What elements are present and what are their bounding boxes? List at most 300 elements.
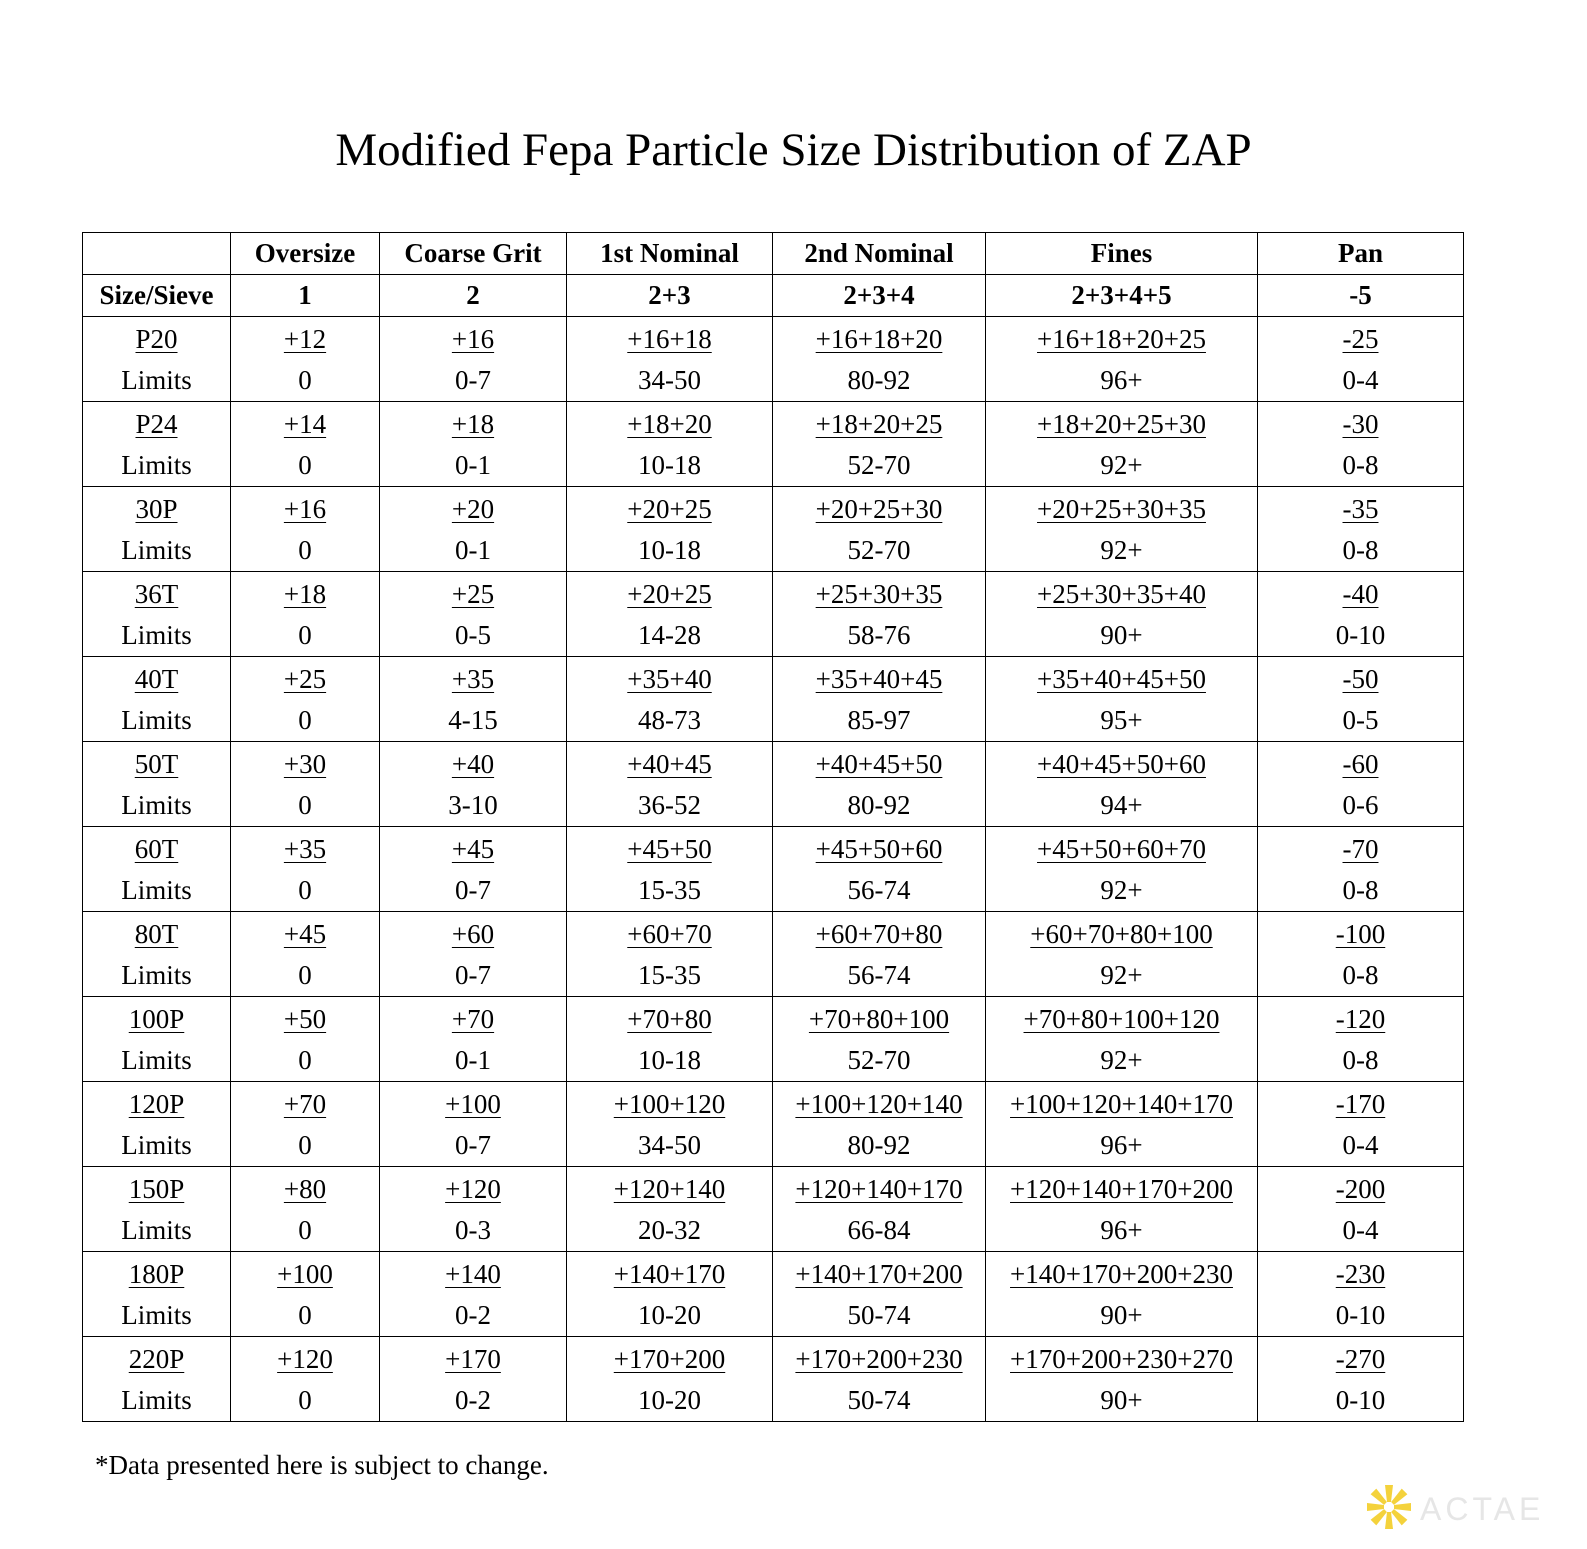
sieve-cell [380,1167,567,1252]
table-row [83,1082,1464,1167]
sieve-combination: +20 [451,493,495,524]
sieve-combination: +20+25 [627,578,712,609]
grit-size-label: 30P [135,493,178,524]
header-cell: Pan [1258,233,1464,275]
sieve-cell [773,402,986,487]
sieve-combination: +60+70+80+100 [1030,918,1213,949]
limit-value: 0-4 [1342,1129,1379,1160]
sieve-combination: +100 [445,1088,501,1119]
sieve-cell [773,1167,986,1252]
sieve-combination: +45+50+60+70 [1037,833,1206,864]
limit-value: 34-50 [638,1129,701,1160]
limit-value: 0-4 [1342,364,1379,395]
sieve-cell [773,1252,986,1337]
sieve-cell [567,1082,773,1167]
limit-value: 0-7 [455,874,491,905]
sieve-cell [986,912,1258,997]
sieve-combination: +25 [283,663,327,694]
table-row [83,572,1464,657]
limits-label: Limits [121,704,192,735]
grit-size-label: P24 [135,408,178,439]
grit-size-label: 150P [128,1173,185,1204]
sieve-combination: +30 [283,748,327,779]
page-title: Modified Fepa Particle Size Distribution of ZAP [335,124,1252,176]
sieve-combination: -100 [1335,918,1386,949]
limit-value: 0 [298,704,312,735]
sieve-cell [567,997,773,1082]
header-cell [83,233,231,275]
sieve-combination: +35 [283,833,327,864]
sieve-combination: +20+25+30+35 [1037,493,1206,524]
limit-value: 92+ [1100,959,1143,990]
sieve-cell [1258,1337,1464,1422]
sieve-combination: +18+20+25+30 [1037,408,1206,439]
sieve-combination: +16+18 [627,323,712,354]
table-row [83,827,1464,912]
limit-value: 10-20 [638,1299,701,1330]
limit-value: 66-84 [847,1214,911,1245]
sieve-cell [380,827,567,912]
limits-label: Limits [121,1299,192,1330]
sieve-combination: +12 [283,323,327,354]
sieve-cell [773,827,986,912]
sieve-cell [986,317,1258,402]
sieve-combination: +20+25 [627,493,712,524]
header-cell: Fines [986,233,1258,275]
sieve-cell [773,1337,986,1422]
limit-value: 52-70 [847,449,911,480]
grit-size-label: 120P [128,1088,185,1119]
sieve-cell [1258,742,1464,827]
grit-size-cell [83,1252,231,1337]
sieve-cell [567,487,773,572]
limit-value: 96+ [1100,1129,1143,1160]
table-row [83,997,1464,1082]
sieve-cell [1258,487,1464,572]
sieve-combination: +35+40+45+50 [1037,663,1206,694]
grit-size-cell [83,402,231,487]
limit-value: 0 [298,789,312,820]
sieve-combination: +25+30+35 [815,578,943,609]
sieve-cell [380,1252,567,1337]
sieve-cell [773,1082,986,1167]
header-cell: Oversize [231,233,380,275]
sieve-combination: +40+45 [627,748,712,779]
limit-value: 56-74 [847,959,911,990]
limits-label: Limits [121,1044,192,1075]
sieve-combination: -40 [1342,578,1379,609]
sieve-combination: -170 [1335,1088,1386,1119]
limit-value: 0 [298,1044,312,1075]
sieve-cell [773,572,986,657]
sieve-combination: -230 [1335,1258,1386,1289]
limits-label: Limits [121,959,192,990]
sieve-combination: +120+140 [613,1173,726,1204]
sieve-cell [986,1337,1258,1422]
limit-value: 10-18 [638,534,701,565]
sieve-cell [986,402,1258,487]
grit-size-label: 80T [134,918,179,949]
sieve-cell [773,657,986,742]
limit-value: 95+ [1100,704,1143,735]
grit-size-cell [83,827,231,912]
sieve-combination: +170 [445,1343,501,1374]
sieve-combination: +20+25+30 [815,493,943,524]
sieve-combination: -25 [1342,323,1379,354]
sieve-combination: -35 [1342,493,1379,524]
sieve-cell [567,1337,773,1422]
sieve-cell [986,1082,1258,1167]
sieve-cell [380,742,567,827]
limit-value: 52-70 [847,534,911,565]
sieve-cell [986,827,1258,912]
limit-value: 0-2 [455,1384,491,1415]
grit-size-label: 40T [134,663,179,694]
limit-value: 0 [298,364,312,395]
header-cell: Coarse Grit [380,233,567,275]
limit-value: 50-74 [847,1299,911,1330]
sieve-combination: +45+50 [627,833,712,864]
limits-label: Limits [121,1384,192,1415]
table-row [83,487,1464,572]
limit-value: 85-97 [847,704,911,735]
table-row [83,1337,1464,1422]
table-row [83,1252,1464,1337]
limits-label: Limits [121,874,192,905]
grit-size-label: 180P [128,1258,185,1289]
sieve-combination: +100+120+140+170 [1010,1088,1233,1119]
sieve-combination: +70 [451,1003,495,1034]
limit-value: 0 [298,959,312,990]
limit-value: 0-5 [1342,704,1379,735]
sieve-combination: +18 [451,408,495,439]
limit-value: 0-2 [455,1299,491,1330]
sieve-cell [567,1252,773,1337]
limit-value: 0 [298,534,312,565]
sieve-combination: +16+18+20 [815,323,943,354]
limit-value: 0-8 [1342,1044,1379,1075]
limit-value: 0 [298,449,312,480]
header-cell: 1st Nominal [567,233,773,275]
limit-value: 94+ [1100,789,1143,820]
grit-size-cell [83,487,231,572]
sieve-combination: +100+120 [613,1088,726,1119]
header-cell: 1 [231,275,380,317]
table-header [83,233,1464,317]
sieve-combination: +25 [451,578,495,609]
limit-value: 15-35 [638,959,701,990]
limit-value: 56-74 [847,874,911,905]
limit-value: 48-73 [638,704,701,735]
limit-value: 0-8 [1342,959,1379,990]
sieve-combination: +80 [283,1173,327,1204]
sieve-combination: -270 [1335,1343,1386,1374]
limit-value: 10-18 [638,1044,701,1075]
header-row-category [83,233,1464,275]
sieve-cell [986,1167,1258,1252]
sieve-cell [773,912,986,997]
limit-value: 0-4 [1342,1214,1379,1245]
limit-value: 15-35 [638,874,701,905]
limit-value: 90+ [1100,1299,1143,1330]
sieve-combination: -70 [1342,833,1379,864]
sieve-cell [380,487,567,572]
particle-size-table [82,232,1464,1422]
sieve-cell [231,402,380,487]
sieve-cell [986,487,1258,572]
sieve-cell [1258,912,1464,997]
sieve-combination: +16 [451,323,495,354]
sieve-combination: +18+20 [627,408,712,439]
limit-value: 92+ [1100,1044,1143,1075]
sieve-combination: +100+120+140 [795,1088,963,1119]
limit-value: 0 [298,874,312,905]
sieve-cell [380,1337,567,1422]
sieve-combination: +120+140+170+200 [1010,1173,1233,1204]
sieve-combination: -50 [1342,663,1379,694]
grit-size-label: 36T [134,578,179,609]
limit-value: 0-7 [455,364,491,395]
limit-value: 10-18 [638,449,701,480]
sieve-cell [567,657,773,742]
grit-size-label: 100P [128,1003,185,1034]
sieve-cell [773,997,986,1082]
sieve-cell [231,487,380,572]
limit-value: 80-92 [847,789,911,820]
limit-value: 0 [298,1384,312,1415]
limits-label: Limits [121,1129,192,1160]
sieve-cell [1258,657,1464,742]
sieve-combination: +35+40+45 [815,663,943,694]
limit-value: 0-8 [1342,449,1379,480]
limit-value: 80-92 [847,1129,911,1160]
table-row [83,742,1464,827]
sieve-combination: +60 [451,918,495,949]
sieve-cell [380,572,567,657]
sieve-cell [231,1337,380,1422]
limit-value: 0-1 [455,534,491,565]
limit-value: 0-1 [455,449,491,480]
limit-value: 0-10 [1335,619,1386,650]
sieve-combination: +100 [277,1258,333,1289]
sieve-cell [231,912,380,997]
sieve-combination: +120+140+170 [795,1173,963,1204]
limits-label: Limits [121,619,192,650]
limits-label: Limits [121,364,192,395]
grit-size-cell [83,1337,231,1422]
sieve-cell [231,997,380,1082]
sieve-cell [773,317,986,402]
sieve-combination: +170+200+230+270 [1010,1343,1233,1374]
grit-size-cell [83,1167,231,1252]
grit-size-label: 220P [128,1343,185,1374]
limits-label: Limits [121,449,192,480]
limit-value: 92+ [1100,874,1143,905]
sieve-combination: +60+70 [627,918,712,949]
sieve-cell [567,1167,773,1252]
limit-value: 20-32 [638,1214,701,1245]
limit-value: 10-20 [638,1384,701,1415]
sieve-combination: +70+80+100 [808,1003,950,1034]
header-cell: 2+3+4 [773,275,986,317]
limit-value: 0-3 [455,1214,491,1245]
limit-value: 58-76 [847,619,911,650]
limit-value: 14-28 [638,619,701,650]
sieve-combination: +45 [451,833,495,864]
grit-size-cell [83,1082,231,1167]
limit-value: 80-92 [847,364,911,395]
sieve-combination: +16+18+20+25 [1037,323,1206,354]
header-cell: 2+3 [567,275,773,317]
sieve-combination: +14 [283,408,327,439]
sieve-cell [1258,402,1464,487]
grit-size-cell [83,657,231,742]
footnote: *Data presented here is subject to change. [95,1450,549,1480]
sieve-cell [231,657,380,742]
limit-value: 0 [298,619,312,650]
limit-value: 90+ [1100,1384,1143,1415]
limit-value: 0 [298,1214,312,1245]
sieve-combination: +140+170+200 [795,1258,963,1289]
limit-value: 0-10 [1335,1384,1386,1415]
grit-size-label: 50T [134,748,179,779]
limit-value: 4-15 [448,704,498,735]
sieve-cell [986,657,1258,742]
sieve-combination: +25+30+35+40 [1037,578,1206,609]
limits-label: Limits [121,534,192,565]
sieve-cell [773,487,986,572]
sieve-combination: +70+80 [627,1003,712,1034]
sieve-cell [380,317,567,402]
sieve-cell [567,402,773,487]
sieve-cell [380,1082,567,1167]
sieve-cell [567,912,773,997]
sieve-combination: -30 [1342,408,1379,439]
limit-value: 96+ [1100,1214,1143,1245]
table-row [83,402,1464,487]
sieve-combination: +140+170 [613,1258,726,1289]
sieve-cell [231,1082,380,1167]
sieve-cell [567,742,773,827]
sieve-combination: +140+170+200+230 [1010,1258,1233,1289]
limit-value: 34-50 [638,364,701,395]
table-row [83,1167,1464,1252]
sieve-combination: +170+200+230 [795,1343,963,1374]
header-cell: Size/Sieve [83,275,231,317]
limit-value: 36-52 [638,789,701,820]
pinwheel-logo-icon [1367,1485,1411,1529]
sieve-cell [231,742,380,827]
sieve-combination: +45 [283,918,327,949]
limit-value: 0 [298,1129,312,1160]
sieve-combination: -120 [1335,1003,1386,1034]
sieve-combination: +16 [283,493,327,524]
grit-size-label: 60T [134,833,179,864]
sieve-combination: +170+200 [613,1343,726,1374]
sieve-combination: +70 [283,1088,327,1119]
sieve-cell [567,317,773,402]
sieve-cell [231,827,380,912]
sieve-combination: +35+40 [627,663,712,694]
header-cell: 2nd Nominal [773,233,986,275]
limit-value: 0-1 [455,1044,491,1075]
sieve-cell [1258,1082,1464,1167]
sieve-cell [1258,997,1464,1082]
limit-value: 3-10 [448,789,498,820]
sieve-cell [567,572,773,657]
sieve-cell [1258,1167,1464,1252]
header-cell: -5 [1258,275,1464,317]
grit-size-cell [83,742,231,827]
limit-value: 0-8 [1342,534,1379,565]
grit-size-cell [83,572,231,657]
sieve-combination: +50 [283,1003,327,1034]
grit-size-label: P20 [135,323,178,354]
sieve-cell [986,572,1258,657]
sieve-cell [231,572,380,657]
sieve-cell [380,657,567,742]
sieve-combination: +120 [277,1343,333,1374]
limit-value: 52-70 [847,1044,911,1075]
sieve-cell [1258,317,1464,402]
logo-wordmark: ACTAE [1420,1491,1545,1527]
header-row-sieve [83,275,1464,317]
sieve-combination: +60+70+80 [815,918,943,949]
limits-label: Limits [121,1214,192,1245]
sieve-combination: +18+20+25 [815,408,943,439]
sieve-combination: +40+45+50+60 [1037,748,1206,779]
sieve-combination: +18 [283,578,327,609]
sieve-cell [231,1167,380,1252]
sieve-cell [231,317,380,402]
sieve-cell [231,1252,380,1337]
sieve-combination: +35 [451,663,495,694]
limit-value: 92+ [1100,449,1143,480]
limit-value: 0-10 [1335,1299,1386,1330]
sieve-cell [773,742,986,827]
limit-value: 0-6 [1342,789,1379,820]
sieve-combination: -200 [1335,1173,1386,1204]
company-logo [1362,1480,1587,1540]
sieve-combination: +40+45+50 [815,748,943,779]
sieve-cell [1258,827,1464,912]
sieve-combination: +120 [445,1173,501,1204]
sieve-combination: +40 [451,748,495,779]
header-cell: 2 [380,275,567,317]
sieve-cell [986,997,1258,1082]
sieve-combination: +140 [445,1258,501,1289]
table-body [83,317,1464,1422]
limit-value: 0 [298,1299,312,1330]
limit-value: 0-7 [455,1129,491,1160]
header-cell: 2+3+4+5 [986,275,1258,317]
grit-size-cell [83,317,231,402]
sieve-cell [380,997,567,1082]
limit-value: 0-8 [1342,874,1379,905]
table-row [83,317,1464,402]
limit-value: 90+ [1100,619,1143,650]
limit-value: 92+ [1100,534,1143,565]
grit-size-cell [83,912,231,997]
sieve-combination: -60 [1342,748,1379,779]
sieve-combination: +70+80+100+120 [1023,1003,1220,1034]
sieve-cell [567,827,773,912]
sieve-cell [986,1252,1258,1337]
sieve-cell [380,912,567,997]
table-row [83,657,1464,742]
grit-size-cell [83,997,231,1082]
limits-label: Limits [121,789,192,820]
